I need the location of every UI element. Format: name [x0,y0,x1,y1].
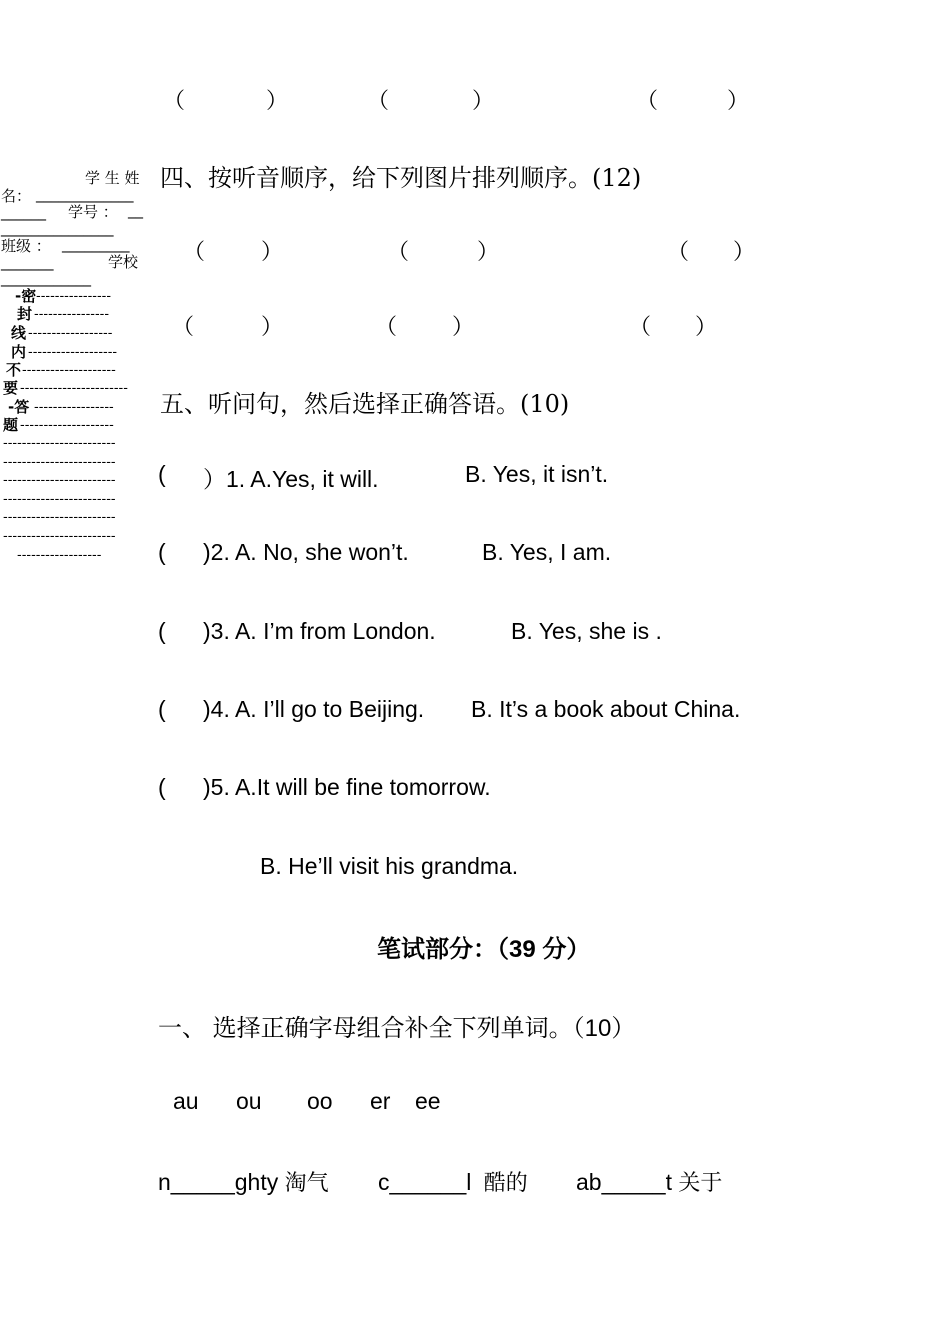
letter-option: au [173,1088,199,1114]
name-label-2: 名： [1,187,32,205]
answer-paren: ( [158,461,166,487]
seal-dash: ------------------------ [3,510,116,525]
word-suffix: l [466,1169,472,1195]
seal-dash: ---------------- [34,307,110,322]
question-option-a: )2. A. No, she won’t. [203,539,409,565]
written-part-title: 笔试部分：（39 分） [377,936,591,963]
seal-dash: ------------------------ [3,473,116,488]
school-blank: ____________ [1,269,91,287]
id-blank: __ [128,201,143,219]
letter-option: ou [236,1088,262,1114]
paren-close: ） [477,240,500,265]
word-prefix: c [378,1169,390,1195]
paren-open: （ [172,315,195,340]
paren-close: ） [727,89,750,114]
word-prefix: n [158,1169,171,1195]
seal-dash: ------------------------ [3,455,116,470]
seal-char: -密 [15,287,37,305]
paren-open: （ [367,89,390,114]
question-option-a: )4. A. I’ll go to Beijing. [203,696,425,722]
seal-dash: ------------------------ [3,529,116,544]
letter-option: oo [307,1088,333,1114]
question-option-a: )5. A.It will be fine tomorrow. [203,774,491,800]
seal-dash: ----------------------- [20,381,128,396]
word-meaning: 酷的 [483,1171,528,1196]
id-blank-2: _______________ [1,219,114,237]
letter-option: ee [415,1088,441,1114]
class-blank-2: _______ [1,253,54,271]
paren-open: （ [163,89,186,114]
section-4-heading: 四、按听音顺序，给下列图片排列顺序。(12) [160,164,642,192]
question-option-b: B. Yes, it isn’t. [465,461,609,487]
seal-dash: ------------------- [28,345,118,360]
word-blank: ______ [389,1169,467,1195]
seal-char: 不 [6,361,22,379]
seal-dash: -------------------- [20,418,114,433]
answer-paren: ( [158,618,166,644]
seal-char: 线 [11,324,27,342]
question-option-b: B. Yes, she is . [511,618,662,644]
word-suffix: t [665,1169,672,1195]
seal-char: 内 [11,343,27,361]
question-option-b: B. He’ll visit his grandma. [260,853,519,879]
name-label: 学 生 姓 [85,169,140,187]
seal-dash: ------------------ [28,326,113,341]
paren-close: ） [266,89,289,114]
paren-close: ） [733,240,756,265]
seal-dash: ------------------ [17,548,102,563]
section-1-heading: 一、 选择正确字母组合补全下列单词。（10） [158,1015,636,1042]
paren-close: ） [261,315,284,340]
word-item [158,1166,329,1197]
paren-open: （ [387,240,410,265]
word-suffix: ghty [234,1169,279,1195]
word-meaning: 关于 [678,1171,723,1196]
paren-close: ） [472,89,495,114]
paren-open: （ [636,89,659,114]
question-option-b: B. Yes, I am. [482,539,612,565]
word-item [378,1166,528,1197]
paren-open: （ [375,315,398,340]
id-label: 学号 ： [68,203,118,221]
paren-close: ） [695,315,718,340]
seal-dash: ---------------- [36,289,112,304]
word-blank: _____ [601,1169,666,1195]
class-blank: _________ [62,235,130,253]
seal-char: 题 [3,416,19,434]
class-label: 班级 ： [1,237,51,255]
word-prefix: ab [576,1169,602,1195]
word-item [576,1166,722,1197]
paren-open: （ [629,315,652,340]
letter-option: er [370,1088,391,1114]
seal-char: 封 [17,305,33,323]
question-option-a: )3. A. I’m from London. [203,618,436,644]
section-5-heading: 五、听问句，然后选择正确答语。(10) [160,390,570,418]
seal-dash: ----------------- [34,400,114,415]
name-blank-2: ______ [1,203,46,221]
answer-paren: ( [158,774,166,800]
question-option-a: ）1. A.Yes, it will. [203,466,379,492]
paren-open: （ [183,240,206,265]
paren-close: ） [452,315,475,340]
school-label: 学校 [108,253,139,271]
paren-close: ） [261,240,284,265]
seal-dash: ------------------------ [3,492,116,507]
answer-paren: ( [158,539,166,565]
question-option-b: B. It’s a book about China. [471,696,741,722]
seal-char: -答 [8,398,30,416]
seal-dash: -------------------- [22,363,116,378]
seal-char: 要 [3,379,19,397]
word-meaning: 淘气 [284,1171,329,1196]
seal-dash: ------------------------ [3,436,116,451]
word-blank: _____ [170,1169,235,1195]
name-blank: _____________ [36,185,134,203]
paren-open: （ [667,240,690,265]
answer-paren: ( [158,696,166,722]
